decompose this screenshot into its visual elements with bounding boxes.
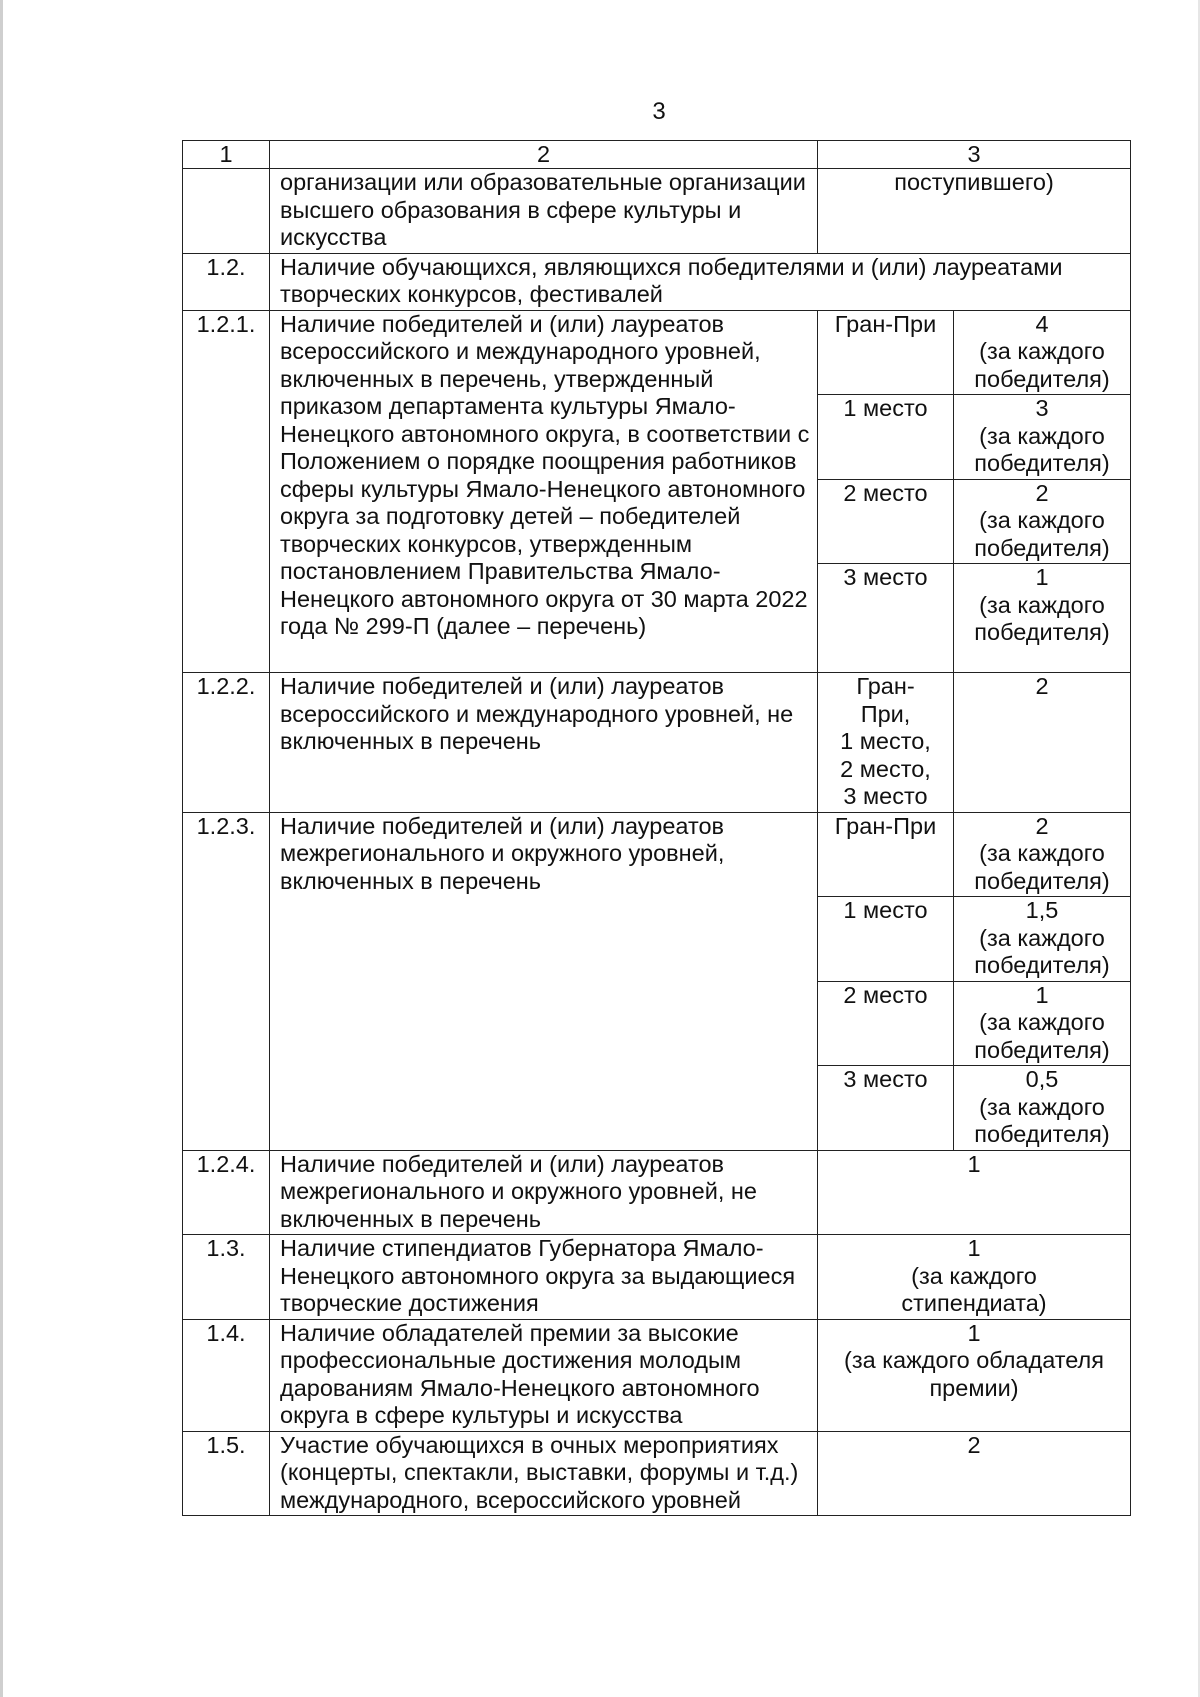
table-row-1-3 <box>183 1235 1131 1320</box>
score-cell <box>954 812 1131 897</box>
place-line: При, <box>860 700 911 727</box>
score-value: 1 <box>967 1235 981 1261</box>
table-row-1-2-2 <box>183 673 1131 813</box>
score-cell <box>954 1066 1131 1151</box>
row-description: Наличие обладателей премии за высокие профессиональные достижения молодым дарованиям Ямало-Ненецкого автономного округа в сфере культуры и искусства <box>270 1319 818 1431</box>
row-number: 1.5. <box>183 1431 270 1516</box>
table-row-1-2 <box>183 253 1131 310</box>
score-note: (за каждого победителя) <box>974 591 1110 645</box>
score-note: (за каждого стипендиата) <box>901 1262 1047 1316</box>
score-value: 2 <box>1035 812 1049 839</box>
table-row-1-2-4 <box>183 1150 1131 1235</box>
score-cell <box>954 981 1131 1066</box>
score-value: 1 <box>967 1319 981 1346</box>
score-value: 1 <box>1035 981 1049 1008</box>
header-col-2: 2 <box>270 141 818 169</box>
row-number: 1.2.3. <box>183 812 270 1150</box>
score-value: 2 <box>1035 479 1049 506</box>
row-description: Наличие победителей и (или) лауреатов всероссийского и международного уровней, не включенных в перечень <box>270 673 818 813</box>
score-value: 0,5 <box>1025 1066 1059 1092</box>
row-description: Участие обучающихся в очных мероприятиях (концерты, спектакли, выставки, форумы и т.д.) международного, всероссийского уровней <box>270 1431 818 1516</box>
row-number: 1.3. <box>183 1235 270 1320</box>
row-description: организации или образовательные организации высшего образования в сфере культуры и искусства <box>270 169 818 254</box>
score-value: 1,5 <box>1025 897 1059 923</box>
score-cell: 2 <box>954 673 1131 813</box>
row-description: Наличие победителей и (или) лауреатов всероссийского и международного уровней, включенных в перечень, утвержденный приказом департамента культуры Ямало-Ненецкого автономного округа, в соответствии с Положением о порядке поощрения работников сферы культуры Ямало-Ненецкого автономного округа за подготовку детей – победителей творческих конкурсов, утвержденным постановлением Правительства Ямало-Ненецкого автономного округа от 30 марта 2022 года № 299-П (далее – перечень) <box>270 310 818 673</box>
score-note: (за каждого победителя) <box>974 507 1110 561</box>
score-cell <box>954 897 1131 982</box>
row-description: Наличие обучающихся, являющихся победителями и (или) лауреатами творческих конкурсов, фестивалей <box>270 253 1131 310</box>
score-cell <box>818 1319 1131 1431</box>
table-row-continuation <box>183 169 1131 254</box>
table-header-row <box>183 141 1131 169</box>
score-note: (за каждого обладателя премии) <box>844 1347 1104 1401</box>
score-note: (за каждого победителя) <box>974 1093 1110 1147</box>
place-line: 3 место <box>843 783 928 809</box>
table-row-1-2-1 <box>183 310 1131 395</box>
row-score: поступившего) <box>818 169 1131 254</box>
place-cell: 2 место <box>818 479 954 564</box>
place-line: 1 место, <box>840 728 931 754</box>
score-cell <box>954 395 1131 480</box>
place-cell: 3 место <box>818 1066 954 1151</box>
score-value: 4 <box>1035 310 1049 337</box>
score-note: (за каждого победителя) <box>974 840 1110 894</box>
score-value: 1 <box>1035 564 1049 590</box>
score-note: (за каждого победителя) <box>974 1009 1110 1063</box>
place-cell <box>818 673 954 813</box>
place-cell: 1 место <box>818 395 954 480</box>
score-cell: 2 <box>818 1431 1131 1516</box>
row-number <box>183 169 270 254</box>
table-row-1-2-3 <box>183 812 1131 897</box>
row-number: 1.4. <box>183 1319 270 1431</box>
score-cell <box>954 479 1131 564</box>
score-value: 3 <box>1035 395 1049 421</box>
place-cell: 2 место <box>818 981 954 1066</box>
score-cell <box>954 310 1131 395</box>
place-cell: Гран-При <box>818 310 954 395</box>
row-description: Наличие победителей и (или) лауреатов межрегионального и окружного уровней, включенных в перечень <box>270 812 818 1150</box>
scan-edge-left <box>0 0 3 1697</box>
score-note: (за каждого победителя) <box>974 422 1110 476</box>
table-row-1-5 <box>183 1431 1131 1516</box>
table-row-1-4 <box>183 1319 1131 1431</box>
place-cell: 1 место <box>818 897 954 982</box>
place-cell: 3 место <box>818 564 954 673</box>
score-cell: 1 <box>818 1150 1131 1235</box>
score-cell <box>954 564 1131 673</box>
score-cell <box>818 1235 1131 1320</box>
place-line: Гран- <box>856 673 915 699</box>
header-col-3: 3 <box>818 141 1131 169</box>
place-cell: Гран-При <box>818 812 954 897</box>
row-number: 1.2.4. <box>183 1150 270 1235</box>
header-col-1: 1 <box>183 141 270 169</box>
score-note: (за каждого победителя) <box>974 338 1110 392</box>
row-number: 1.2.1. <box>183 310 270 673</box>
row-description: Наличие победителей и (или) лауреатов межрегионального и окружного уровней, не включенных в перечень <box>270 1150 818 1235</box>
score-note: (за каждого победителя) <box>974 924 1110 978</box>
place-line: 2 место, <box>840 755 931 782</box>
criteria-table <box>182 140 1131 1516</box>
row-number: 1.2. <box>183 253 270 310</box>
page-number: 3 <box>652 98 666 125</box>
row-description: Наличие стипендиатов Губернатора Ямало-Ненецкого автономного округа за выдающиеся творческие достижения <box>270 1235 818 1320</box>
row-number: 1.2.2. <box>183 673 270 813</box>
